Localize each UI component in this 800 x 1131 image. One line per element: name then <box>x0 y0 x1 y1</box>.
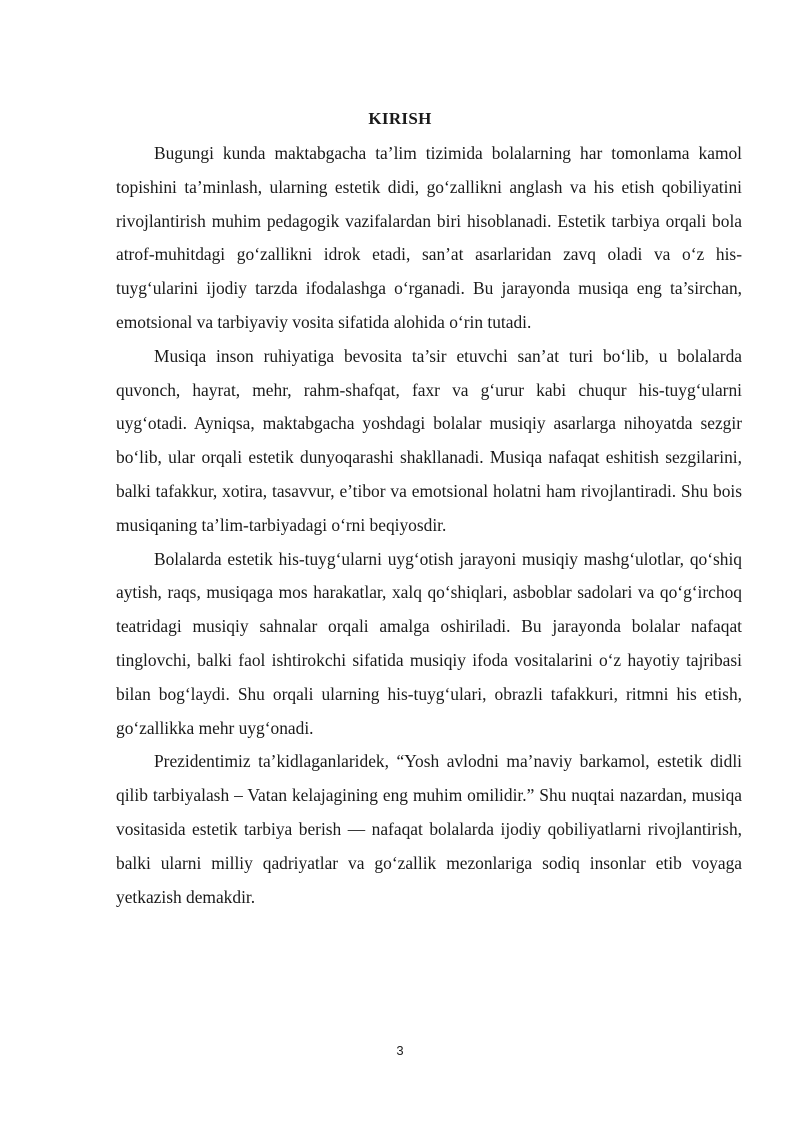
body-text <box>116 137 742 914</box>
paragraph-4: Prezidentimiz ta’kidlaganlaridek, “Yosh avlodni ma’naviy barkamol, estetik didli qilib tarbiyalash – Vatan kelajagining eng muhim omilidir.” Shu nuqtai nazardan, musiqa vositasida estetik tarbiya berish — nafaqat bolalarda ijodiy qobiliyatlarni rivojlantirish, balki ularni milliy qadriyatlar va go‘zallik mezonlariga sodiq insonlar etib voyaga yetkazish demakdir. <box>116 751 742 907</box>
page-number: 3 <box>396 1043 404 1058</box>
paragraph-1: Bugungi kunda maktabgacha ta’lim tizimida bolalarning har tomonlama kamol topishini ta’minlash, ularning estetik didi, go‘zallikni anglash va his etish qobiliyatini rivojlantirish muhim pedagogik vazifalardan biri hisoblanadi. Estetik tarbiya orqali bola atrof-muhitdagi go‘zallikni idrok etadi, san’at asarlaridan zavq oladi va o‘z his-tuyg‘ularini ijodiy tarzda ifodalashga o‘rganadi. Bu jarayonda musiqa eng ta’sirchan, emotsional va tarbiyaviy vosita sifatida alohida o‘rin tutadi. <box>116 143 742 332</box>
page-title: KIRISH <box>368 109 432 128</box>
paragraph-3: Bolalarda estetik his-tuyg‘ularni uyg‘otish jarayoni musiqiy mashg‘ulotlar, qo‘shiq aytish, raqs, musiqaga mos harakatlar, xalq qo‘shiqlari, asboblar sadolari va qo‘g‘irchoq teatridagi musiqiy sahnalar orqali amalga oshiriladi. Bu jarayonda bolalar nafaqat tinglovchi, balki faol ishtirokchi sifatida musiqiy ifoda vositalarini o‘z hayotiy tajribasi bilan bog‘laydi. Shu orqali ularning his-tuyg‘ulari, obrazli tafakkuri, ritmni his etish, go‘zallikka mehr uyg‘onadi. <box>116 548 742 738</box>
paragraph-2: Musiqa inson ruhiyatiga bevosita ta’sir etuvchi san’at turi bo‘lib, u bolalarda quvonch, hayrat, mehr, rahm-shafqat, faxr va g‘urur kabi chuqur his-tuyg‘ularni uyg‘otadi. Ayniqsa, maktabgacha yoshdagi bolalar musiqiy asarlarga nihoyatda sezgir bo‘lib, ular orqali estetik dunyoqarashi shakllanadi. Musiqa nafaqat eshitish sezgilarini, balki tafakkur, xotira, tasavvur, e’tibor va emotsional holatni ham rivojlantiradi. Shu bois musiqaning ta’lim-tarbiyadagi o‘rni beqiyosdir. <box>116 345 742 535</box>
